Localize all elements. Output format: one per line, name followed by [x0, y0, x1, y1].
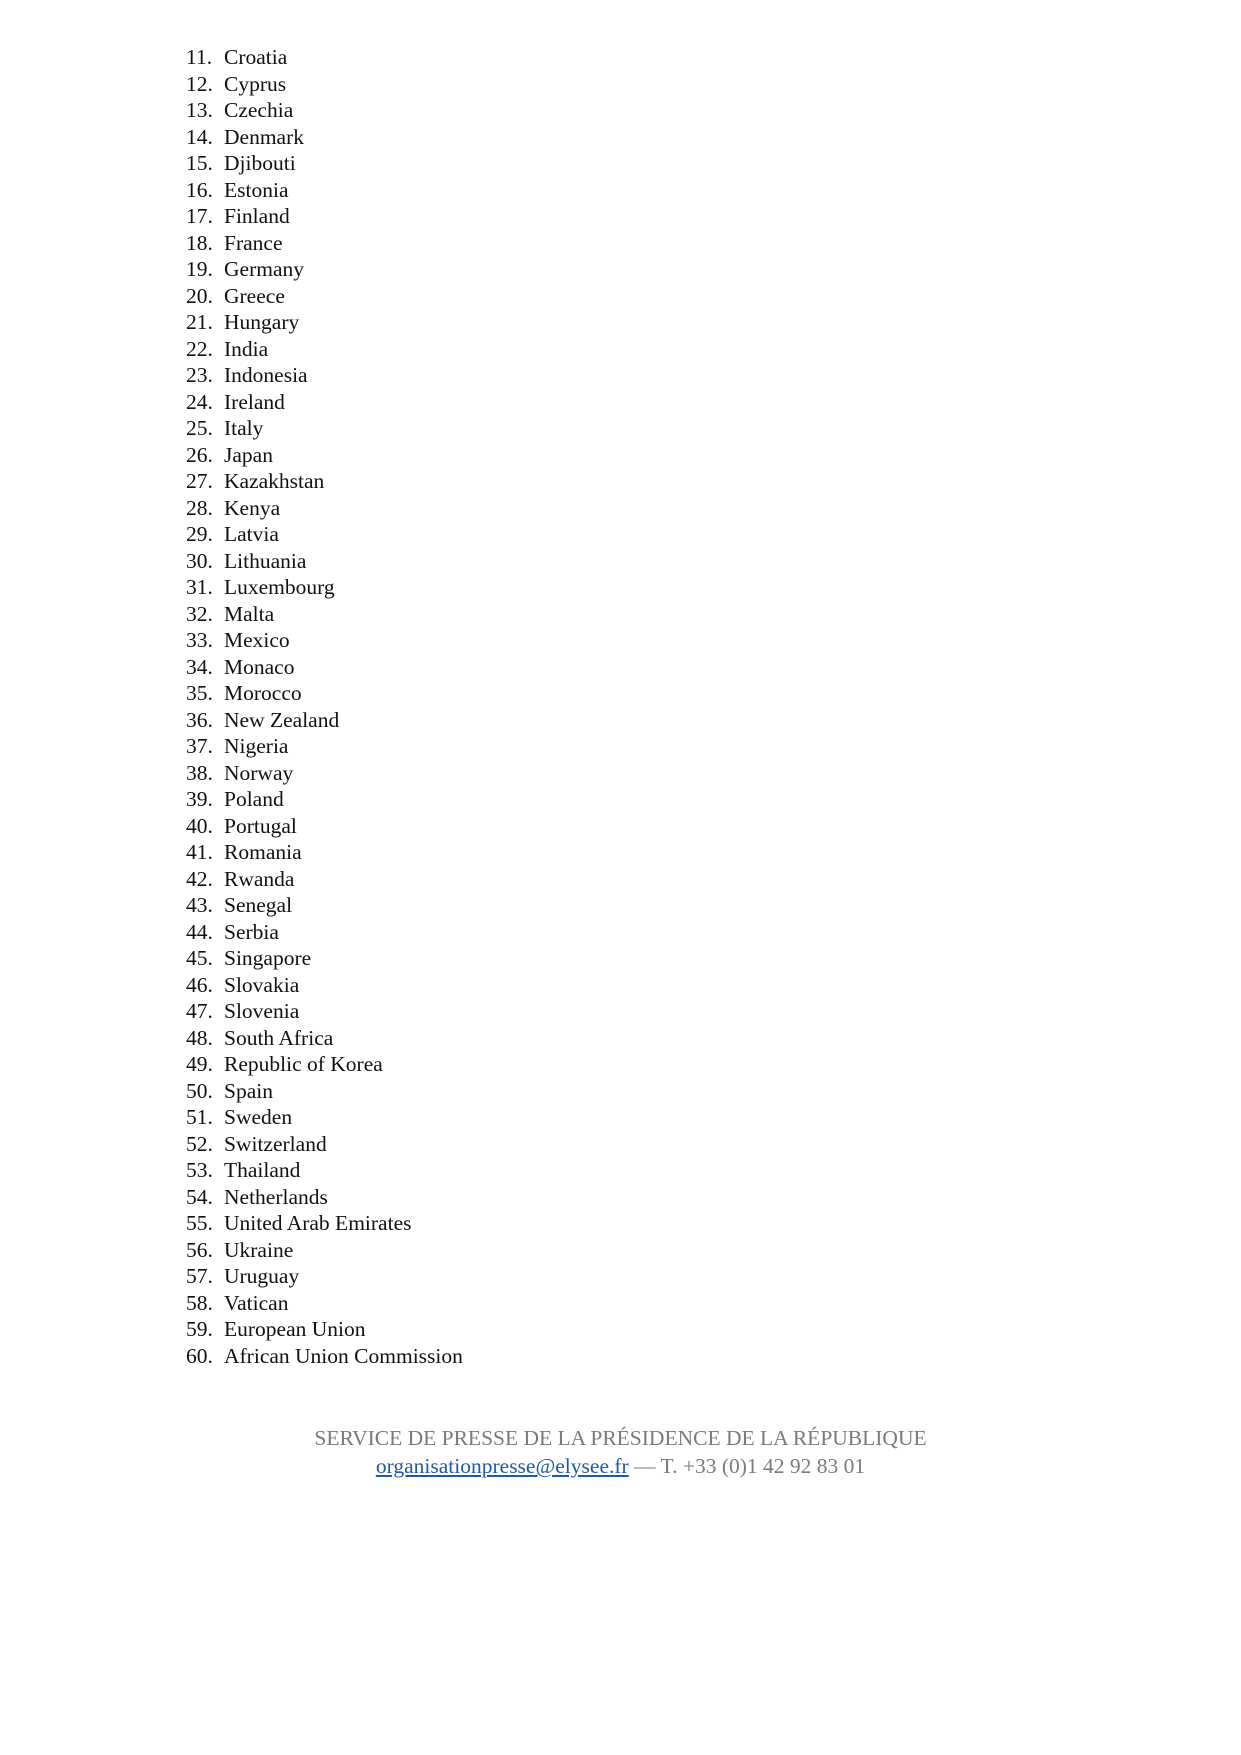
list-item-number: 14. — [186, 124, 213, 149]
list-item-number: 20. — [186, 283, 213, 308]
list-item-number: 18. — [186, 230, 213, 255]
list-item-country: Spain — [224, 1078, 273, 1103]
list-item-number: 32. — [186, 601, 213, 626]
list-item-number: 58. — [186, 1290, 213, 1315]
list-item-number: 55. — [186, 1211, 213, 1235]
list-item-number: 29. — [186, 522, 213, 546]
list-item-number: 22. — [186, 336, 213, 361]
list-item-country: Rwanda — [224, 866, 295, 891]
list-item-country: Ireland — [224, 389, 285, 414]
list-item-number: 34. — [186, 654, 213, 679]
list-item-country: India — [224, 336, 269, 361]
list-item-country: Serbia — [224, 919, 279, 944]
list-item-country: Latvia — [224, 522, 279, 546]
list-item-country: Monaco — [224, 654, 295, 679]
list-item-number: 51. — [186, 1105, 213, 1129]
list-item-number: 60. — [186, 1343, 213, 1368]
list-item-number: 36. — [186, 707, 213, 732]
list-item-country: South Africa — [224, 1025, 334, 1050]
list-item-number: 48. — [186, 1025, 213, 1050]
list-item-number: 23. — [186, 363, 213, 387]
list-item-country: Sweden — [224, 1105, 293, 1129]
list-item-number: 40. — [186, 813, 213, 838]
list-item-number: 46. — [186, 972, 213, 997]
list-item-number: 15. — [186, 151, 213, 175]
list-item-country: Germany — [224, 257, 304, 281]
list-item-number: 53. — [186, 1158, 213, 1182]
list-item-number: 12. — [186, 71, 213, 96]
list-item-country: Poland — [224, 787, 284, 811]
list-item-country: Slovenia — [224, 999, 300, 1023]
list-item-number: 42. — [186, 866, 213, 891]
list-item-country: Romania — [224, 840, 302, 864]
list-item-country: Uruguay — [224, 1264, 300, 1288]
list-item-country: Greece — [224, 283, 285, 308]
list-item-number: 19. — [186, 257, 213, 281]
list-item-number: 25. — [186, 416, 213, 440]
list-item-country: Morocco — [224, 681, 302, 705]
list-item-country: Hungary — [224, 310, 300, 334]
press-contact-line — [0, 1452, 1241, 1480]
list-item-country: Djibouti — [224, 151, 296, 175]
list-item-number: 44. — [186, 919, 213, 944]
list-item-number: 21. — [186, 310, 213, 334]
list-item-country: United Arab Emirates — [224, 1211, 412, 1235]
list-item-number: 47. — [186, 999, 213, 1023]
list-item-country: Republic of Korea — [224, 1052, 383, 1076]
list-item-number: 33. — [186, 628, 213, 652]
list-item-country: France — [224, 230, 283, 255]
list-item-country: Mexico — [224, 628, 290, 652]
list-item-country: Ukraine — [224, 1237, 294, 1262]
list-item-number: 41. — [186, 840, 213, 864]
list-item-country: Luxembourg — [224, 575, 335, 599]
list-item-number: 28. — [186, 495, 213, 520]
list-item-number: 59. — [186, 1317, 213, 1341]
list-item-number: 35. — [186, 681, 213, 705]
list-item-number: 56. — [186, 1237, 213, 1262]
list-item-number: 31. — [186, 575, 213, 599]
list-item-number: 49. — [186, 1052, 213, 1076]
list-item-number: 26. — [186, 442, 213, 467]
list-item-country: European Union — [224, 1317, 366, 1341]
list-item-number: 38. — [186, 760, 213, 785]
list-item-number: 17. — [186, 204, 213, 228]
list-item-country: Netherlands — [224, 1184, 328, 1209]
list-item-country: New Zealand — [224, 707, 340, 732]
list-item-country: Switzerland — [224, 1131, 327, 1156]
list-item-country: Estonia — [224, 177, 289, 202]
press-email-link[interactable]: organisationpresse@elysee.fr — [375, 1454, 629, 1478]
list-item-country: Kenya — [224, 495, 281, 520]
list-item-country: Nigeria — [224, 734, 289, 758]
list-item-country: Singapore — [224, 946, 312, 970]
list-item-country: Finland — [224, 204, 290, 228]
list-item-country: Indonesia — [224, 363, 308, 387]
list-item-country: Thailand — [224, 1158, 301, 1182]
list-item-number: 45. — [186, 946, 213, 970]
list-item-number: 24. — [186, 389, 213, 414]
list-item-number: 39. — [186, 787, 213, 811]
list-item-number: 37. — [186, 734, 213, 758]
press-service-title: SERVICE DE PRESSE DE LA PRÉSIDENCE DE LA RÉPUBLIQUE — [314, 1426, 927, 1450]
list-item-number: 43. — [186, 893, 213, 917]
list-item-country: Croatia — [224, 45, 288, 69]
list-item-country: Norway — [224, 760, 294, 785]
list-item-country: Portugal — [224, 813, 297, 838]
list-item-country: Japan — [224, 442, 273, 467]
list-item-country: African Union Commission — [224, 1343, 463, 1368]
list-item-number: 11. — [186, 45, 213, 69]
list-item-country: Cyprus — [224, 71, 287, 96]
list-item-country: Italy — [224, 416, 264, 440]
list-item-country: Denmark — [224, 124, 304, 149]
list-item-country: Czechia — [224, 98, 294, 122]
list-item-number: 27. — [186, 469, 213, 493]
list-item-number: 30. — [186, 548, 213, 573]
press-phone: — T. +33 (0)1 42 92 83 01 — [628, 1454, 866, 1478]
list-item-number: 13. — [186, 98, 213, 122]
list-item-number: 50. — [186, 1078, 213, 1103]
list-item-number: 57. — [186, 1264, 213, 1288]
list-item-country: Lithuania — [224, 548, 307, 573]
list-item-country: Senegal — [224, 893, 293, 917]
list-item-number: 54. — [186, 1184, 213, 1209]
list-item-country: Slovakia — [224, 972, 300, 997]
list-item-country: Malta — [224, 601, 275, 626]
list-item-number: 52. — [186, 1131, 213, 1156]
list-item-country: Vatican — [224, 1290, 289, 1315]
list-item-number: 16. — [186, 177, 213, 202]
list-item-country: Kazakhstan — [224, 469, 325, 493]
